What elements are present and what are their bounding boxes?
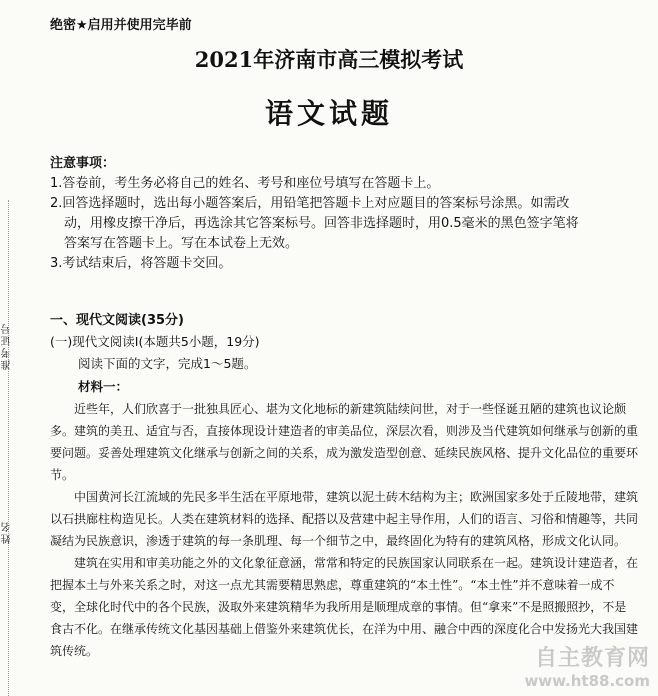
passage-paragraph: 建筑在实用和审美功能之外的文化象征意涵，常常和特定的民族国家认同联系在一起。建筑设计建造者，在把握本土与外来关系之时，对这一点尤其需要精思熟虑，尊重建筑的“本土性”。“本土性”并不意味着一成不变，全球化时代中的各个民族，汲取外来建筑精华为我所用是顺理成章的事情。但“拿来”不是照搬照抄，不是食古不化。在继承传统文化基因基础上借鉴外来建筑优长，在洋为中用、融合中西的深度化合中发扬光大我国建筑传统。: [50, 556, 639, 658]
section-title: 一、现代文阅读(35分): [50, 313, 184, 328]
notice-item: 2.回答选择题时，选出每小题答案后，用铅笔把答题卡上对应题目的答案标号涂黑。如需改: [50, 196, 570, 211]
material-label: 材料一：: [78, 379, 129, 394]
notice-item: 3.考试结束后，将答题卡交回。: [50, 256, 232, 271]
subject-title: 语文试题: [264, 97, 393, 130]
name-label: 姓名: [2, 520, 13, 544]
notice-item: 动，用橡皮擦干净后，再选涂其它答案标号。回答非选择题时，用0.5毫米的黑色签字笔将: [64, 216, 579, 231]
exam-title: 2021年济南市高三模拟考试: [194, 47, 464, 72]
subsection-title: (一)现代文阅读Ⅰ(本题共5小题，19分): [50, 334, 260, 349]
confidential-mark: 绝密★启用并使用完毕前: [50, 18, 192, 33]
passage-paragraph: 近些年，人们欣喜于一批独具匠心、堪为文化地标的新建筑陆续问世，对于一些怪诞丑陋的建筑也议论颇多。建筑的美丑、适宜与否，直接体现设计建造者的审美品位，深层次看，则涉及当代建筑如何继承与创新的重要问题。妥善处理建筑文化继承与创新之间的关系，成为激发造型创意、延续民族风格、提升文化品位的重要环节。: [50, 402, 639, 482]
exam-number-label: 准考证号: [2, 322, 13, 370]
notice-list: [50, 174, 640, 274]
reading-instruction: 阅读下面的文字，完成1～5题。: [78, 356, 257, 371]
binding-line: [8, 200, 10, 696]
notice-heading: 注意事项：: [50, 156, 116, 171]
reading-passage: [50, 398, 638, 662]
notice-item: 答案写在答题卡上。写在本试卷上无效。: [64, 236, 299, 251]
watermark: [524, 641, 650, 690]
watermark-title: 自主教育网: [534, 646, 650, 671]
watermark-url: www.ht88.com: [524, 672, 650, 690]
notice-item: 1.答卷前，考生务必将自己的姓名、考号和座位号填写在答题卡上。: [50, 176, 440, 191]
passage-paragraph: 中国黄河长江流域的先民多半生活在平原地带，建筑以泥土砖木结构为主；欧洲国家多处于丘陵地带，建筑以石拱廊柱构造见长。人类在建筑材料的选择、配搭以及营建中起主导作用，人们的语言、习俗和情趣等，共同凝结为民族意识，渗透于建筑的每一条肌理、每一个细节之中，最终固化为特有的建筑风格，形成文化认同。: [50, 490, 639, 548]
